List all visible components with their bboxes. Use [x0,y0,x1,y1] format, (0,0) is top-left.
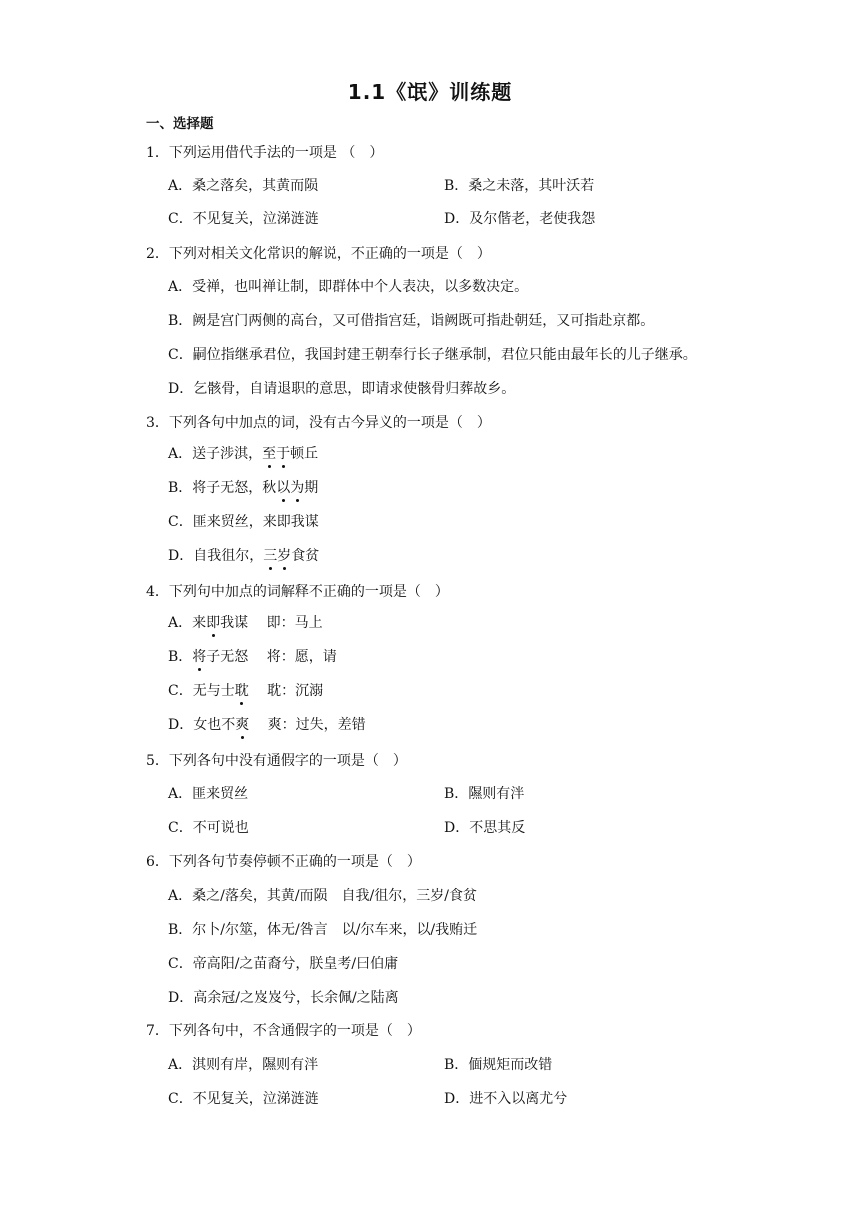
question-1-stem: 1．下列运用借代手法的一项是 （ ） [146,145,384,161]
q1-option-c: C．不见复关，泣涕涟涟 [168,211,319,227]
emphasis-dot-char: 三 [263,545,277,565]
dotted-word [263,548,291,564]
page-title: 1.1《氓》训练题 [347,80,513,104]
q1-option-b: B．桑之未落，其叶沃若 [444,178,595,194]
question-6-stem: 6．下列各句节奏停顿不正确的一项是（ ） [146,854,421,870]
q4-option-b: B．将子无怒 将：愿，请 [168,646,337,666]
q2-option-d: D．乞骸骨，自请退职的意思，即请求使骸骨归葬故乡。 [168,381,516,397]
q6-option-d: D．高余冠/之岌岌兮，长余佩/之陆离 [168,990,399,1006]
q7-option-b: B．偭规矩而改错 [444,1057,553,1073]
emphasis-dot-char: 以 [276,477,290,497]
q3-option-c: C．匪来贸丝，来即我谋 [168,514,319,530]
q2-option-b: B．阙是宫门两侧的高台，又可借指宫廷，诣阙既可指赴朝廷，又可指赴京都。 [168,313,655,329]
section-heading: 一、选择题 [146,116,214,132]
q1-option-a: A．桑之落矣，其黄而陨 [168,178,319,194]
emphasis-dot-char: 至 [262,443,276,463]
question-3-stem: 3．下列各句中加点的词，没有古今异义的一项是（ ） [146,415,491,431]
q4-option-d: D．女也不爽 爽：过失，差错 [168,714,366,734]
question-5-stem: 5．下列各句中没有通假字的一项是（ ） [146,753,407,769]
q7-option-c: C．不见复关，泣涕涟涟 [168,1091,319,1107]
q5-option-a: A．匪来贸丝 [168,786,249,802]
q6-option-c: C．帝高阳/之苗裔兮，朕皇考/曰伯庸 [168,956,399,972]
q3-option-b: B．将子无怒，秋以为期 [168,477,318,497]
q5-option-d: D．不思其反 [444,820,526,836]
q6-option-a: A．桑之/落矣，其黄/而陨 自我/徂尔，三岁/食贫 [168,888,477,904]
q3-option-a: A．送子涉淇，至于顿丘 [168,443,318,463]
dotted-word [235,683,249,699]
q5-option-c: C．不可说也 [168,820,249,836]
emphasis-dot-char: 于 [276,443,290,463]
q2-option-a: A．受禅，也叫禅让制，即群体中个人表决，以多数决定。 [168,279,529,295]
q5-option-b: B．隰则有泮 [444,786,525,802]
emphasis-dot-char: 为 [290,477,304,497]
question-4-stem: 4．下列句中加点的词解释不正确的一项是（ ） [146,584,449,600]
emphasis-dot-char: 耽 [235,680,249,700]
q7-option-a: A．淇则有岸，隰则有泮 [168,1057,319,1073]
question-2-stem: 2．下列对相关文化常识的解说，不正确的一项是（ ） [146,246,491,262]
q1-option-d: D．及尔偕老，老使我怨 [444,211,596,227]
emphasis-dot-char: 岁 [277,545,291,565]
dotted-word [276,480,304,496]
dotted-word [206,615,220,631]
question-7-stem: 7．下列各句中，不含通假字的一项是（ ） [146,1023,421,1039]
q4-option-a: A．来即我谋 即：马上 [168,612,323,632]
dotted-word [262,446,290,462]
q2-option-c: C．嗣位指继承君位，我国封建王朝奉行长子继承制，君位只能由最年长的儿子继承。 [168,347,697,363]
emphasis-dot-char: 即 [206,612,220,632]
dotted-word [192,649,206,665]
emphasis-dot-char: 将 [192,646,206,666]
q6-option-b: B．尔卜/尔筮，体无/咎言 以/尔车来，以/我贿迁 [168,922,478,938]
q7-option-d: D．进不入以离尤兮 [444,1091,568,1107]
emphasis-dot-char: 爽 [235,714,249,734]
q4-option-c: C．无与士耽 耽：沉溺 [168,680,323,700]
dotted-word [235,717,249,733]
q3-option-d: D．自我徂尔，三岁食贫 [168,545,319,565]
